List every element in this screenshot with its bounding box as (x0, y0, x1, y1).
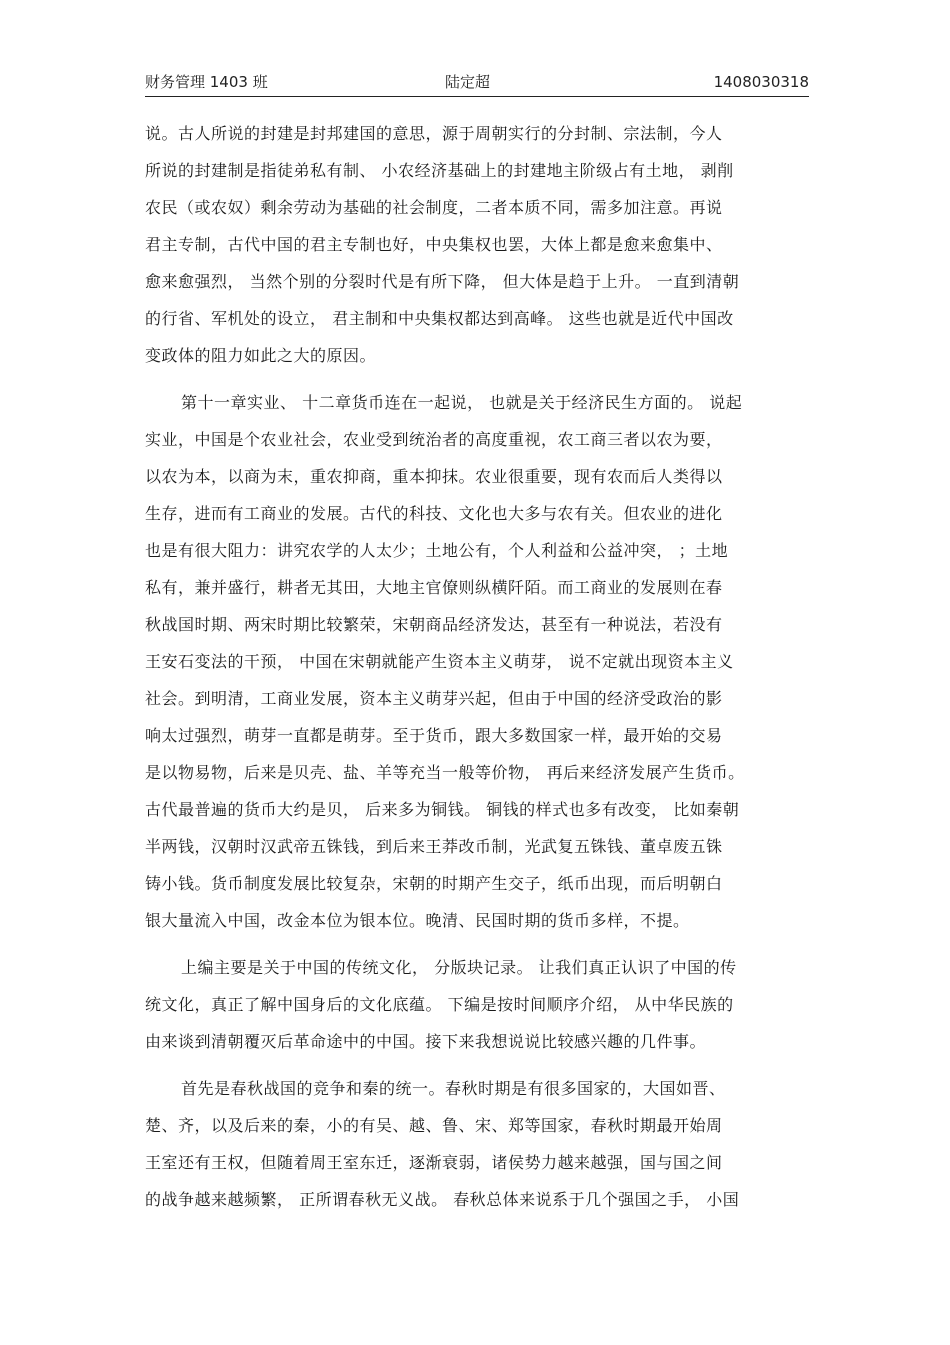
paragraph (145, 389, 809, 944)
text-line: 愈来愈强烈， 当然个别的分裂时代是有所下降， 但大体是趋于上升。 一直到清朝 (145, 272, 740, 291)
text-line: 统文化，真正了解中国身后的文化底蕴。 下编是按时间顺序介绍， 从中华民族的 (145, 995, 734, 1014)
header-class-info: 财务管理 1403 班 (145, 73, 268, 91)
text-line: 生存，进而有工商业的发展。古代的科技、文化也大多与农有关。但农业的进化 (145, 504, 723, 523)
text-line: 说。古人所说的封建是封邦建国的意思，源于周朝实行的分封制、宗法制，今人 (145, 124, 723, 143)
text-line: 铸小钱。货币制度发展比较复杂，宋朝的时期产生交子，纸币出现，而后明朝白 (145, 874, 723, 893)
text-line: 第十一章实业、 十二章货币连在一起说， 也就是关于经济民生方面的。 说起 (181, 393, 743, 412)
text-line: 的行省、军机处的设立， 君主制和中央集权都达到高峰。 这些也就是近代中国改 (145, 309, 734, 328)
text-line: 农民（或农奴）剩余劳动为基础的社会制度，二者本质不同，需多加注意。再说 (145, 198, 723, 217)
text-line: 私有，兼并盛行，耕者无其田，大地主官僚则纵横阡陌。而工商业的发展则在春 (145, 578, 723, 597)
paragraph (145, 954, 809, 1065)
text-line: 楚、齐，以及后来的秦，小的有吴、越、鲁、宋、郑等国家，春秋时期最开始周 (145, 1116, 723, 1135)
text-line: 由来谈到清朝覆灭后革命途中的中国。接下来我想说说比较感兴趣的几件事。 (145, 1032, 707, 1051)
text-line: 秋战国时期、两宋时期比较繁荣，宋朝商品经济发达，甚至有一种说法，若没有 (145, 615, 723, 634)
document-body (145, 120, 809, 1233)
text-line: 的战争越来越频繁， 正所谓春秋无义战。 春秋总体来说系于几个强国之手， 小国 (145, 1190, 740, 1209)
text-line: 半两钱，汉朝时汉武帝五铢钱，到后来王莽改币制，光武复五铢钱、董卓废五铢 (145, 837, 723, 856)
text-line: 上编主要是关于中国的传统文化， 分版块记录。 让我们真正认识了中国的传 (181, 958, 737, 977)
text-line: 社会。到明清，工商业发展，资本主义萌芽兴起，但由于中国的经济受政治的影 (145, 689, 723, 708)
text-line: 所说的封建制是指徒弟私有制、 小农经济基础上的封建地主阶级占有土地， 剥削 (145, 161, 734, 180)
text-line: 是以物易物，后来是贝壳、盐、羊等充当一般等价物， 再后来经济发展产生货币。 (145, 763, 745, 782)
paragraph (145, 120, 809, 379)
text-line: 以农为本，以商为末，重农抑商，重本抑抹。农业很重要，现有农而后人类得以 (145, 467, 723, 486)
header-author-name: 陆定超 (445, 73, 491, 91)
text-line: 变政体的阻力如此之大的原因。 (145, 346, 377, 365)
text-line: 古代最普遍的货币大约是贝， 后来多为铜钱。 铜钱的样式也多有改变， 比如秦朝 (145, 800, 740, 819)
text-line: 君主专制，古代中国的君主专制也好，中央集权也罢，大体上都是愈来愈集中、 (145, 235, 723, 254)
text-line: 实业，中国是个农业社会，农业受到统治者的高度重视，农工商三者以农为要， (145, 430, 723, 449)
paragraph (145, 1075, 809, 1223)
text-line: 也是有很大阻力：讲究农学的人太少；土地公有，个人利益和公益冲突， ；土地 (145, 541, 729, 560)
text-line: 王室还有王权，但随着周王室东迁，逐渐衰弱，诸侯势力越来越强，国与国之间 (145, 1153, 723, 1172)
text-line: 银大量流入中国，改金本位为银本位。晚清、民国时期的货币多样，不提。 (145, 911, 690, 930)
text-line: 首先是春秋战国的竞争和秦的统一。春秋时期是有很多国家的，大国如晋、 (181, 1079, 726, 1098)
header-student-id: 1408030318 (713, 73, 809, 91)
text-line: 响太过强烈，萌芽一直都是萌芽。至于货币，跟大多数国家一样，最开始的交易 (145, 726, 723, 745)
text-line: 王安石变法的干预， 中国在宋朝就能产生资本主义萌芽， 说不定就出现资本主义 (145, 652, 734, 671)
page-header (145, 70, 809, 97)
